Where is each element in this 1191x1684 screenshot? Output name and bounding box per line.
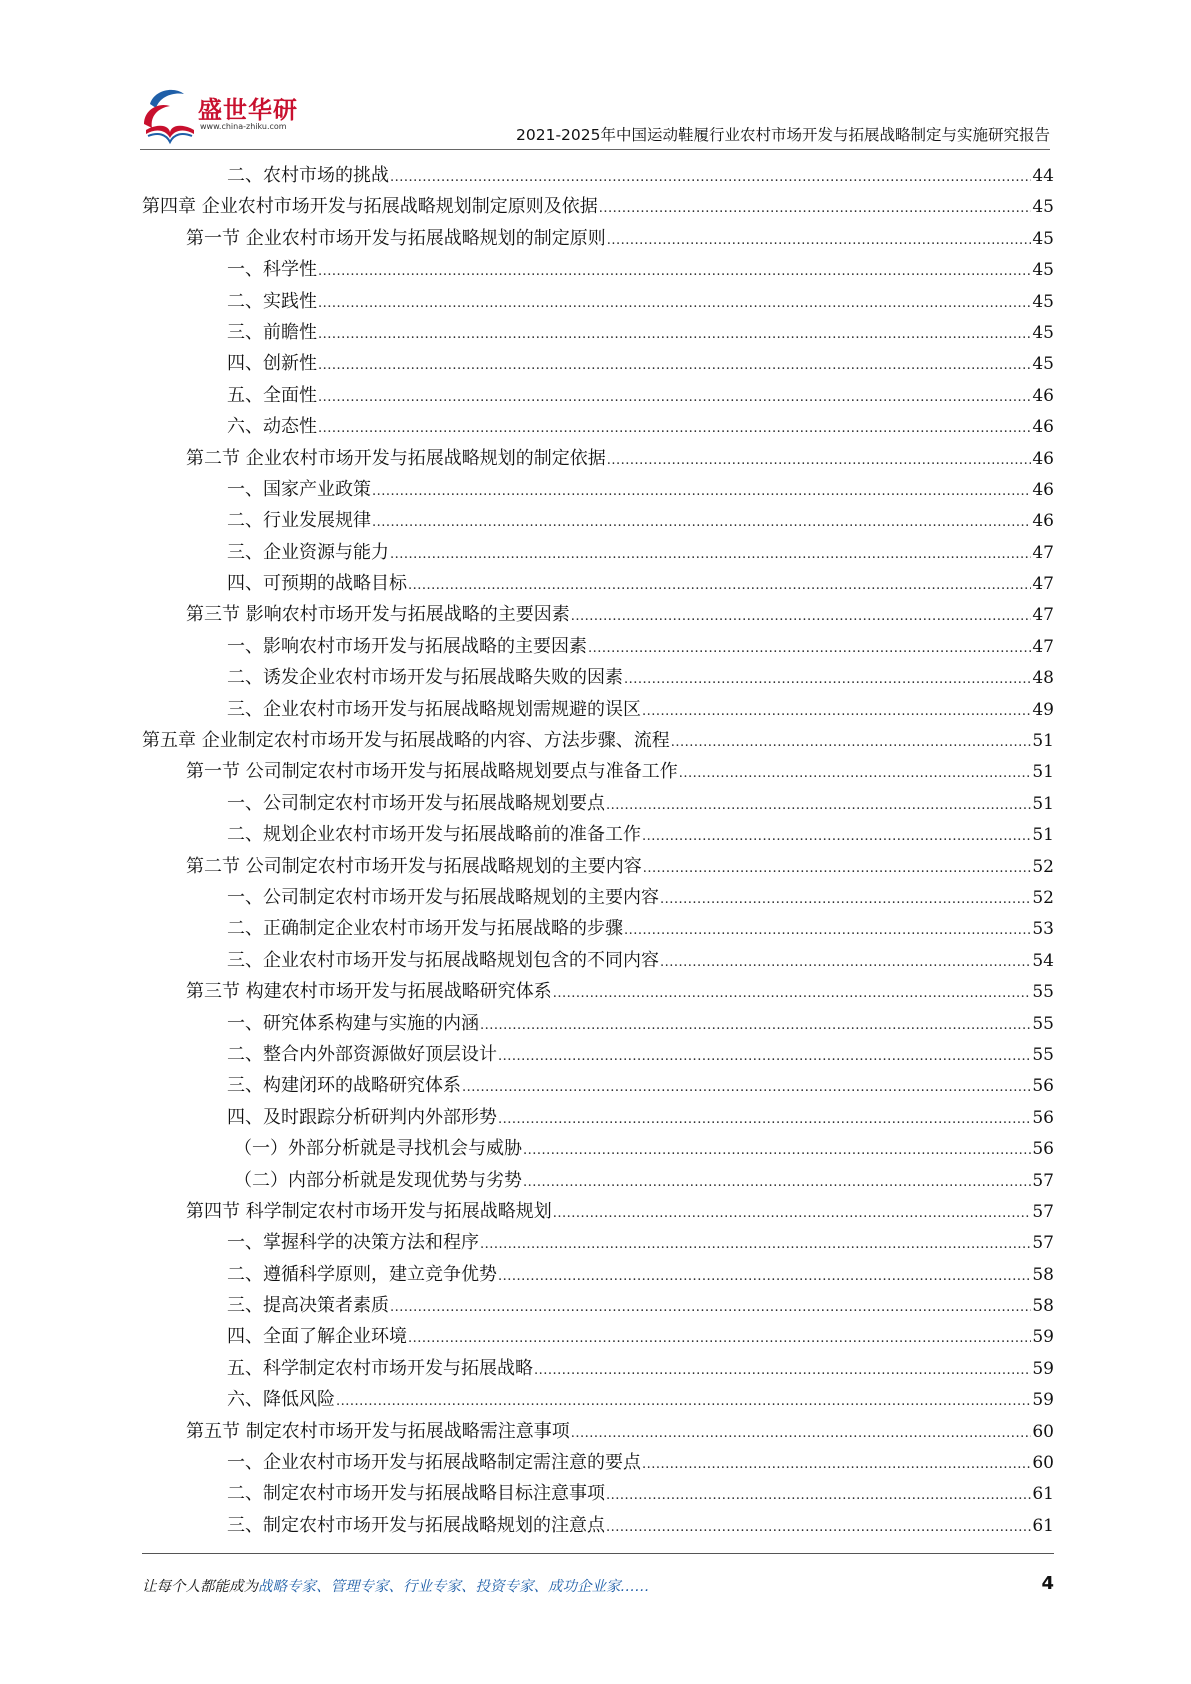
toc-entry-page: 57 bbox=[1032, 1201, 1054, 1222]
toc-dot-leader bbox=[553, 1196, 1032, 1229]
toc-dot-leader bbox=[523, 1133, 1031, 1166]
toc-entry-page: 58 bbox=[1032, 1296, 1054, 1317]
toc-entry[interactable] bbox=[142, 756, 1054, 787]
toc-entry-label: 第一节 公司制定农村市场开发与拓展战略规划要点与准备工作 bbox=[186, 761, 678, 783]
toc-entry-page: 51 bbox=[1032, 762, 1054, 783]
toc-entry-label: 四、及时跟踪分析研判内外部形势 bbox=[227, 1106, 497, 1128]
toc-entry-label: 三、企业农村市场开发与拓展战略规划包含的不同内容 bbox=[227, 949, 659, 971]
toc-entry-page: 59 bbox=[1032, 1327, 1054, 1348]
toc-dot-leader bbox=[607, 223, 1032, 256]
toc-entry-label: 四、全面了解企业环境 bbox=[227, 1326, 407, 1348]
toc-entry-label: 三、提高决策者素质 bbox=[227, 1295, 389, 1317]
toc-entry-page: 46 bbox=[1032, 417, 1054, 438]
toc-dot-leader bbox=[642, 694, 1031, 727]
toc-dot-leader bbox=[462, 1070, 1031, 1103]
toc-entry-page: 52 bbox=[1032, 856, 1054, 877]
toc-dot-leader bbox=[390, 160, 1031, 193]
toc-entry[interactable] bbox=[142, 976, 1054, 1007]
toc-entry-label: 六、动态性 bbox=[227, 416, 317, 438]
toc-entry-label: 三、构建闭环的战略研究体系 bbox=[227, 1075, 461, 1097]
toc-dot-leader bbox=[318, 286, 1031, 319]
toc-dot-leader bbox=[642, 819, 1031, 852]
toc-entry-label: 第三节 影响农村市场开发与拓展战略的主要因素 bbox=[186, 604, 570, 626]
toc-entry-label: 一、公司制定农村市场开发与拓展战略规划要点 bbox=[227, 792, 605, 814]
toc-entry[interactable] bbox=[142, 694, 1054, 725]
toc-dot-leader bbox=[498, 1259, 1031, 1292]
toc-dot-leader bbox=[607, 443, 1032, 476]
toc-entry-label: 二、整合内外部资源做好顶层设计 bbox=[227, 1043, 497, 1065]
toc-entry-page: 56 bbox=[1032, 1139, 1054, 1160]
toc-entry-label: 一、掌握科学的决策方法和程序 bbox=[227, 1232, 479, 1254]
toc-entry-label: 一、企业农村市场开发与拓展战略制定需注意的要点 bbox=[227, 1452, 641, 1474]
toc-entry-label: （一）外部分析就是寻找机会与威胁 bbox=[234, 1138, 522, 1160]
toc-entry[interactable] bbox=[142, 913, 1054, 944]
toc-dot-leader bbox=[498, 1039, 1031, 1072]
toc-entry-page: 47 bbox=[1032, 574, 1054, 595]
toc-entry-label: 四、创新性 bbox=[227, 353, 317, 375]
toc-dot-leader bbox=[390, 537, 1031, 570]
toc-dot-leader bbox=[480, 1227, 1031, 1260]
toc-entry-page: 46 bbox=[1032, 385, 1054, 406]
page-number: 4 bbox=[1041, 1573, 1054, 1594]
toc-entry[interactable] bbox=[142, 599, 1054, 630]
toc-entry-label: 第五节 制定农村市场开发与拓展战略需注意事项 bbox=[186, 1420, 570, 1442]
toc-entry[interactable] bbox=[142, 1196, 1054, 1227]
toc-entry[interactable] bbox=[142, 725, 1054, 756]
toc-entry[interactable] bbox=[142, 1384, 1054, 1415]
toc-entry-page: 52 bbox=[1032, 887, 1054, 908]
toc-entry[interactable] bbox=[142, 1039, 1054, 1070]
report-title: 2021-2025年中国运动鞋履行业农村市场开发与拓展战略制定与实施研究报告 bbox=[516, 126, 1050, 144]
toc-entry-page: 60 bbox=[1032, 1421, 1054, 1442]
toc-entry[interactable] bbox=[142, 1070, 1054, 1101]
toc-entry-page: 54 bbox=[1032, 950, 1054, 971]
toc-entry-label: （二）内部分析就是发现优势与劣势 bbox=[234, 1169, 522, 1191]
logo-url: www.china-zhiku.com bbox=[200, 122, 287, 131]
logo-name: 盛世华研 bbox=[198, 96, 298, 124]
toc-entry-page: 47 bbox=[1032, 636, 1054, 657]
toc-entry-page: 59 bbox=[1032, 1390, 1054, 1411]
toc-entry[interactable] bbox=[142, 631, 1054, 662]
toc-entry-page: 49 bbox=[1032, 699, 1054, 720]
toc-entry[interactable] bbox=[142, 1227, 1054, 1258]
toc-entry[interactable] bbox=[142, 411, 1054, 442]
toc-dot-leader bbox=[679, 756, 1032, 789]
toc-dot-leader bbox=[588, 631, 1031, 664]
toc-entry-page: 47 bbox=[1032, 542, 1054, 563]
toc-entry-page: 45 bbox=[1032, 260, 1054, 281]
toc-entry-label: 二、实践性 bbox=[227, 290, 317, 312]
toc-entry[interactable] bbox=[142, 474, 1054, 505]
toc-entry[interactable] bbox=[142, 286, 1054, 317]
toc-entry[interactable] bbox=[142, 1165, 1054, 1196]
toc-entry-label: 三、企业农村市场开发与拓展战略规划需规避的误区 bbox=[227, 698, 641, 720]
toc-entry[interactable] bbox=[142, 254, 1054, 285]
toc-dot-leader bbox=[318, 411, 1031, 444]
toc-entry-label: 二、行业发展规律 bbox=[227, 510, 371, 532]
toc-entry[interactable] bbox=[142, 788, 1054, 819]
toc-dot-leader bbox=[408, 1321, 1031, 1354]
toc-entry-page: 51 bbox=[1032, 793, 1054, 814]
toc-entry[interactable] bbox=[142, 1259, 1054, 1290]
toc-entry-page: 55 bbox=[1032, 1013, 1054, 1034]
toc-entry-label: 二、诱发企业农村市场开发与拓展战略失败的因素 bbox=[227, 667, 623, 689]
toc-dot-leader bbox=[480, 1008, 1031, 1041]
toc-entry[interactable] bbox=[142, 819, 1054, 850]
toc-entry-label: 三、制定农村市场开发与拓展战略规划的注意点 bbox=[227, 1514, 605, 1536]
toc-entry-page: 45 bbox=[1032, 228, 1054, 249]
page-footer bbox=[142, 1575, 1054, 1599]
toc-entry-page: 57 bbox=[1032, 1233, 1054, 1254]
toc-entry-label: 第一节 企业农村市场开发与拓展战略规划的制定原则 bbox=[186, 227, 606, 249]
toc-entry-page: 48 bbox=[1032, 668, 1054, 689]
toc-entry[interactable] bbox=[142, 1478, 1054, 1509]
toc-dot-leader bbox=[671, 725, 1032, 758]
toc-entry-label: 第四章 企业农村市场开发与拓展战略规划制定原则及依据 bbox=[142, 196, 598, 218]
toc-entry[interactable] bbox=[142, 160, 1054, 191]
toc-entry[interactable] bbox=[142, 1447, 1054, 1478]
toc-entry[interactable] bbox=[142, 537, 1054, 568]
toc-dot-leader bbox=[336, 1384, 1031, 1417]
toc-entry[interactable] bbox=[142, 191, 1054, 222]
toc-entry[interactable] bbox=[142, 380, 1054, 411]
toc-entry[interactable] bbox=[142, 348, 1054, 379]
toc-entry-label: 三、企业资源与能力 bbox=[227, 541, 389, 563]
toc-dot-leader bbox=[372, 474, 1031, 507]
toc-entry-label: 三、前瞻性 bbox=[227, 321, 317, 343]
toc-entry-label: 一、科学性 bbox=[227, 259, 317, 281]
toc-dot-leader bbox=[606, 1510, 1031, 1543]
footer-divider bbox=[142, 1553, 1054, 1554]
toc-entry-page: 44 bbox=[1032, 166, 1054, 186]
toc-entry-label: 四、可预期的战略目标 bbox=[227, 573, 407, 595]
toc-entry-label: 第四节 科学制定农村市场开发与拓展战略规划 bbox=[186, 1200, 552, 1222]
toc-entry-page: 51 bbox=[1032, 825, 1054, 846]
toc-dot-leader bbox=[318, 380, 1031, 413]
toc-entry[interactable] bbox=[142, 882, 1054, 913]
toc-dot-leader bbox=[318, 348, 1031, 381]
toc-entry[interactable] bbox=[142, 1321, 1054, 1352]
toc-entry-label: 二、正确制定企业农村市场开发与拓展战略的步骤 bbox=[227, 918, 623, 940]
footer-slogan-highlight: 战略专家、管理专家、行业专家、投资专家、成功企业家…… bbox=[258, 1579, 650, 1595]
toc-entry[interactable] bbox=[142, 505, 1054, 536]
toc-entry[interactable] bbox=[142, 1416, 1054, 1447]
logo-emblem-icon bbox=[140, 84, 200, 148]
toc-entry-page: 59 bbox=[1032, 1358, 1054, 1379]
toc-entry-label: 五、全面性 bbox=[227, 384, 317, 406]
toc-entry-label: 一、国家产业政策 bbox=[227, 478, 371, 500]
toc-entry-page: 46 bbox=[1032, 479, 1054, 500]
toc-entry[interactable] bbox=[142, 1102, 1054, 1133]
toc-entry-page: 56 bbox=[1032, 1076, 1054, 1097]
toc-entry-page: 45 bbox=[1032, 354, 1054, 375]
toc-dot-leader bbox=[571, 599, 1032, 632]
toc-entry[interactable] bbox=[142, 1510, 1054, 1541]
toc-dot-leader bbox=[571, 1416, 1032, 1449]
table-of-contents bbox=[142, 160, 1054, 1541]
toc-dot-leader bbox=[660, 882, 1031, 915]
toc-entry[interactable] bbox=[142, 662, 1054, 693]
toc-dot-leader bbox=[408, 568, 1031, 601]
toc-entry-page: 55 bbox=[1032, 982, 1054, 1003]
toc-entry[interactable] bbox=[142, 317, 1054, 348]
header-divider bbox=[140, 149, 1050, 150]
toc-entry[interactable] bbox=[142, 945, 1054, 976]
toc-entry-page: 46 bbox=[1032, 448, 1054, 469]
toc-entry-page: 57 bbox=[1032, 1170, 1054, 1191]
toc-dot-leader bbox=[390, 1290, 1031, 1323]
toc-entry-page: 61 bbox=[1032, 1484, 1054, 1505]
toc-entry-label: 一、公司制定农村市场开发与拓展战略规划的主要内容 bbox=[227, 886, 659, 908]
toc-entry-page: 45 bbox=[1032, 197, 1054, 218]
toc-entry-page: 60 bbox=[1032, 1453, 1054, 1474]
toc-dot-leader bbox=[553, 976, 1032, 1009]
toc-entry-label: 一、影响农村市场开发与拓展战略的主要因素 bbox=[227, 635, 587, 657]
toc-dot-leader bbox=[599, 191, 1032, 224]
toc-entry-label: 一、研究体系构建与实施的内涵 bbox=[227, 1012, 479, 1034]
toc-entry-page: 58 bbox=[1032, 1264, 1054, 1285]
toc-entry[interactable] bbox=[142, 851, 1054, 882]
page-header bbox=[140, 80, 1050, 150]
toc-entry-label: 六、降低风险 bbox=[227, 1389, 335, 1411]
toc-entry[interactable] bbox=[142, 1008, 1054, 1039]
footer-slogan-prefix: 让每个人都能成为 bbox=[142, 1579, 258, 1595]
toc-entry[interactable] bbox=[142, 1290, 1054, 1321]
toc-entry-page: 56 bbox=[1032, 1107, 1054, 1128]
toc-dot-leader bbox=[318, 254, 1031, 287]
toc-entry-page: 46 bbox=[1032, 511, 1054, 532]
toc-dot-leader bbox=[372, 505, 1031, 538]
toc-dot-leader bbox=[498, 1102, 1031, 1135]
toc-dot-leader bbox=[318, 317, 1031, 350]
toc-entry-page: 53 bbox=[1032, 919, 1054, 940]
toc-entry-label: 第二节 企业农村市场开发与拓展战略规划的制定依据 bbox=[186, 447, 606, 469]
toc-entry-label: 第三节 构建农村市场开发与拓展战略研究体系 bbox=[186, 981, 552, 1003]
toc-entry-label: 二、遵循科学原则，建立竞争优势 bbox=[227, 1263, 497, 1285]
toc-dot-leader bbox=[523, 1165, 1031, 1198]
toc-dot-leader bbox=[534, 1353, 1031, 1386]
toc-entry-label: 二、农村市场的挑战 bbox=[227, 165, 389, 186]
toc-entry-page: 61 bbox=[1032, 1515, 1054, 1536]
toc-entry-page: 51 bbox=[1032, 731, 1054, 752]
toc-dot-leader bbox=[660, 945, 1031, 978]
toc-entry-label: 第二节 公司制定农村市场开发与拓展战略规划的主要内容 bbox=[186, 855, 642, 877]
toc-dot-leader bbox=[606, 788, 1031, 821]
toc-dot-leader bbox=[606, 1478, 1031, 1511]
company-logo bbox=[140, 84, 300, 148]
toc-entry-page: 45 bbox=[1032, 322, 1054, 343]
toc-entry[interactable] bbox=[142, 1353, 1054, 1384]
toc-entry-label: 第五章 企业制定农村市场开发与拓展战略的内容、方法步骤、流程 bbox=[142, 730, 670, 752]
toc-entry-label: 二、规划企业农村市场开发与拓展战略前的准备工作 bbox=[227, 824, 641, 846]
toc-dot-leader bbox=[624, 662, 1031, 695]
toc-dot-leader bbox=[643, 851, 1032, 884]
toc-entry-page: 45 bbox=[1032, 291, 1054, 312]
toc-entry-label: 二、制定农村市场开发与拓展战略目标注意事项 bbox=[227, 1483, 605, 1505]
toc-dot-leader bbox=[642, 1447, 1031, 1480]
toc-dot-leader bbox=[624, 913, 1031, 946]
toc-entry[interactable] bbox=[142, 568, 1054, 599]
toc-entry-page: 55 bbox=[1032, 1044, 1054, 1065]
toc-entry-page: 47 bbox=[1032, 605, 1054, 626]
toc-entry-label: 五、科学制定农村市场开发与拓展战略 bbox=[227, 1357, 533, 1379]
toc-entry[interactable] bbox=[142, 1133, 1054, 1164]
toc-entry[interactable] bbox=[142, 443, 1054, 474]
toc-entry[interactable] bbox=[142, 223, 1054, 254]
